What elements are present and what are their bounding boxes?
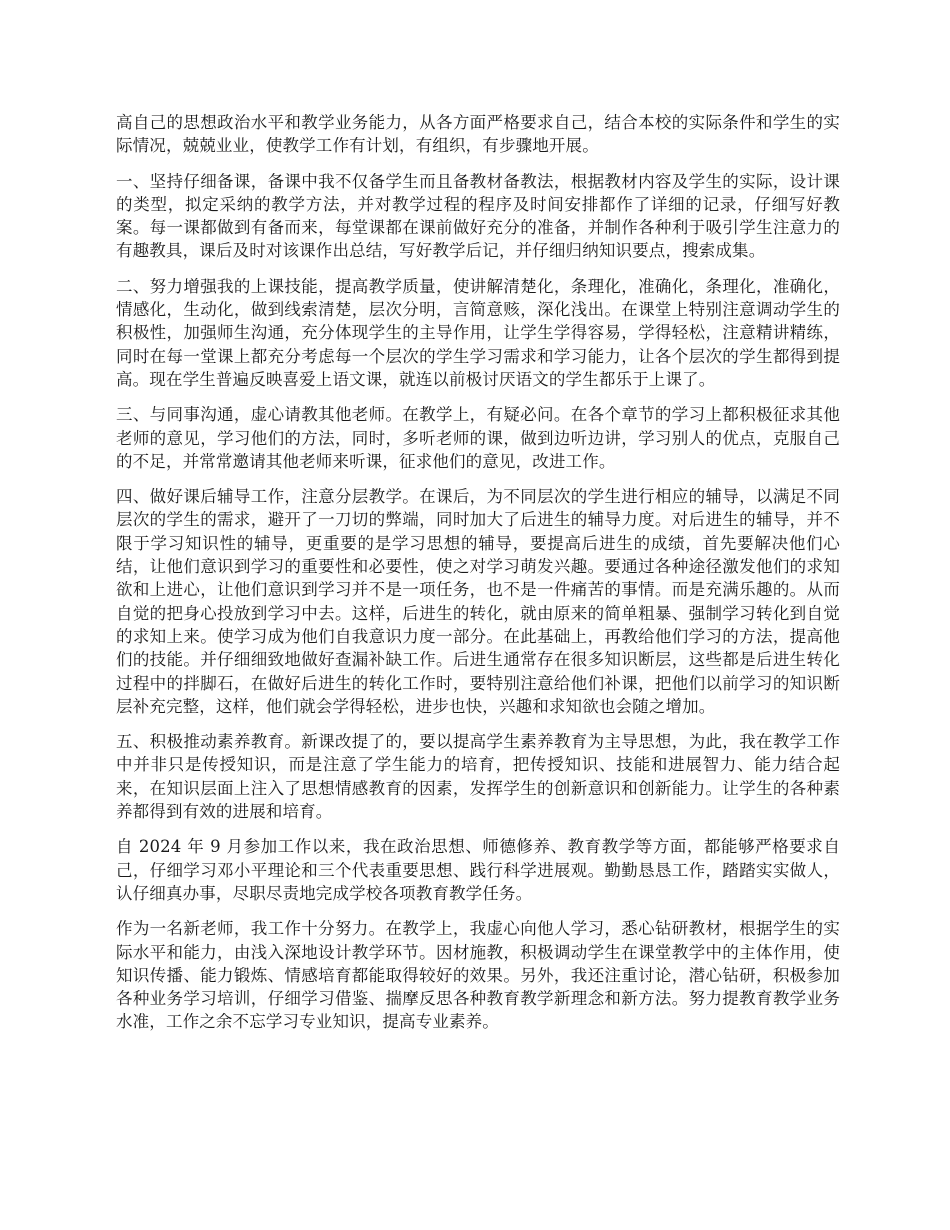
document-body [116, 111, 840, 1046]
paragraph-colleagues: 三、与同事沟通，虚心请教其他老师。在教学上，有疑必问。在各个章节的学习上都积极征求其他老师的意见，学习他们的方法，同时，多听老师的课，做到边听边讲，学习别人的优点，克服自己的不足，并常常邀请其他老师来听课，征求他们的意见，改进工作。 [116, 405, 840, 471]
paragraph-teaching-skills: 二、努力增强我的上课技能，提高教学质量，使讲解清楚化，条理化，准确化，条理化，准确化，情感化，生动化，做到线索清楚，层次分明，言简意赅，深化浅出。在课堂上特别注意调动学生的积极性，加强师生沟通，充分体现学生的主导作用，让学生学得容易，学得轻松，注意精讲精练，同时在每一堂课上都充分考虑每一个层次的学生学习需求和学习能力，让各个层次的学生都得到提高。现在学生普遍反映喜爱上语文课，就连以前极讨厌语文的学生都乐于上课了。 [116, 276, 840, 389]
paragraph-intro: 高自己的思想政治水平和教学业务能力，从各方面严格要求自己，结合本校的实际条件和学生的实际情况，兢兢业业，使教学工作有计划，有组织，有步骤地开展。 [116, 113, 840, 156]
paragraph-quality-education: 五、积极推动素养教育。新课改提了的，要以提高学生素养教育为主导思想，为此，我在教学工作中并非只是传授知识，而是注意了学生能力的培育，把传授知识、技能和进展智力、能力结合起来，在知识层面上注入了思想情感教育的因素，发挥学生的创新意识和创新能力。让学生的各种素养都得到有效的进展和培育。 [116, 732, 840, 822]
paragraph-tutoring: 四、做好课后辅导工作，注意分层教学。在课后，为不同层次的学生进行相应的辅导，以满足不同层次的学生的需求，避开了一刀切的弊端，同时加大了后进生的辅导力度。对后进生的辅导，并不限于学习知识性的辅导，更重要的是学习思想的辅导，要提高后进生的成绩，首先要解决他们心结，让他们意识到学习的重要性和必要性，使之对学习萌发兴趣。要通过各种途径激发他们的求知欲和上进心，让他们意识到学习并不是一项任务，也不是一件痛苦的事情。而是充满乐趣的。从而自觉的把身心投放到学习中去。这样，后进生的转化，就由原来的简单粗暴、强制学习转化到自觉的求知上来。使学习成为他们自我意识力度一部分。在此基础上，再教给他们学习的方法，提高他们的技能。并仔细细致地做好查漏补缺工作。后进生通常存在很多知识断层，这些都是后进生转化过程中的拌脚石，在做好后进生的转化工作时，要特别注意给他们补课，把他们以前学习的知识断层补充完整，这样，他们就会学得轻松，进步也快，兴趣和求知欲也会随之增加。 [116, 487, 840, 716]
paragraph-preparation: 一、坚持仔细备课，备课中我不仅备学生而且备教材备教法，根据教材内容及学生的实际，设计课的类型，拟定采纳的教学方法，并对教学过程的程序及时间安排都作了详细的记录，仔细写好教案。每一课都做到有备而来，每堂课都在课前做好充分的准备，并制作各种利于吸引学生注意力的有趣教具，课后及时对该课作出总结，写好教学后记，并仔细归纳知识要点，搜索成集。 [116, 171, 840, 261]
paragraph-since-joining: 自 2024 年 9 月参加工作以来，我在政治思想、师德修养、教育教学等方面，都能够严格要求自己，仔细学习邓小平理论和三个代表重要思想、践行科学进展观。勤勤恳恳工作，踏踏实实做人，认仔细真办事，尽职尽责地完成学校各项教育教学任务。 [116, 837, 840, 903]
paragraph-new-teacher: 作为一名新老师，我工作十分努力。在教学上，我虚心向他人学习，悉心钻研教材，根据学生的实际水平和能力，由浅入深地设计教学环节。因材施教，积极调动学生在课堂教学中的主体作用，使知识传播、能力锻炼、情感培育都能取得较好的效果。另外，我还注重讨论，潜心钻研，积极参加各种业务学习培训，仔细学习借鉴、揣摩反思各种教育教学新理念和新方法。努力提教育教学业务水准，工作之余不忘学习专业知识，提高专业素养。 [116, 919, 840, 1032]
